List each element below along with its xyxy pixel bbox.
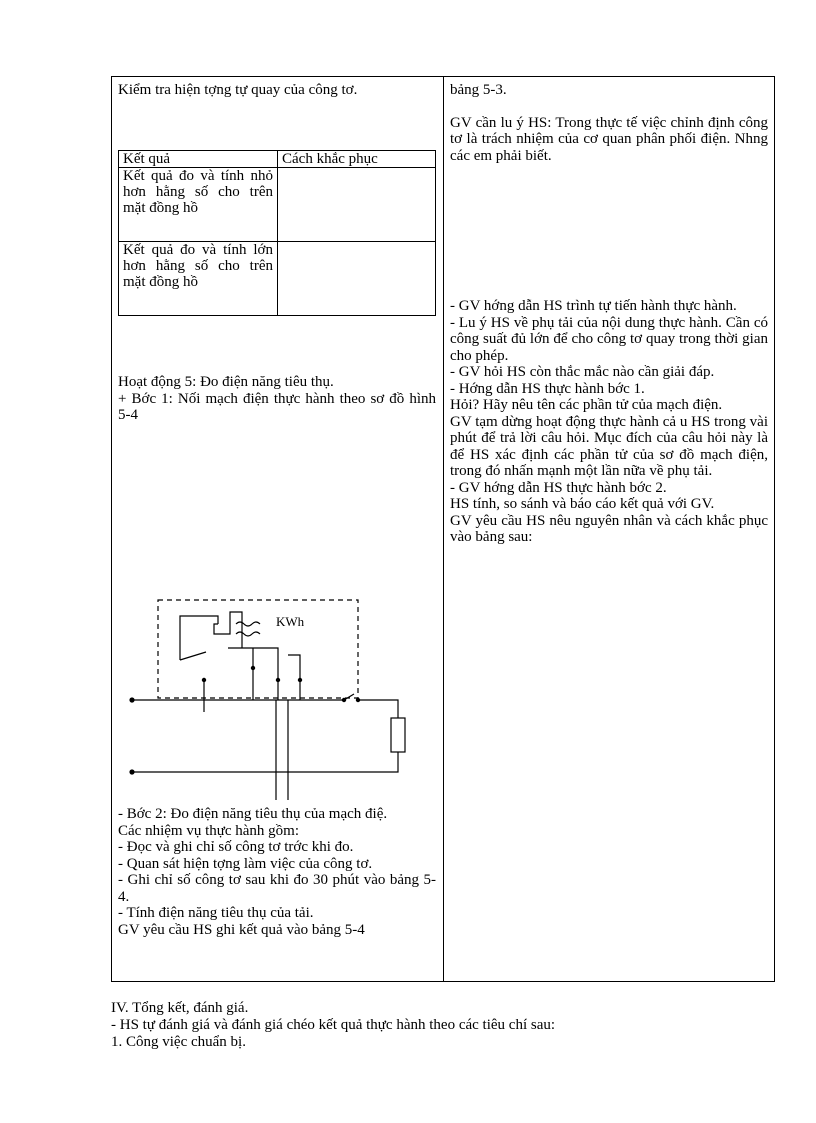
paragraph: GV cần lu ý HS: Trong thực tế việc chỉnh định công tơ là trách nhiệm của cơ quan phân phối điện. Nhng các em phải biết.	[450, 114, 768, 164]
coil-icon	[236, 632, 260, 636]
meter-wire	[180, 652, 206, 660]
line-phase	[358, 700, 398, 718]
paragraph: GV tạm dừng hoạt động thực hành cả u HS trong vài phút để trả lời câu hỏi. Mục đích của câu hỏi này là để HS xác định các phần tử của sơ đồ mạch điện, trong đó nhấn mạnh một lần nữa về phụ tải.	[450, 413, 768, 479]
column-divider	[443, 76, 444, 982]
table-cell: Kết quả đo và tính nhỏ hơn hằng số cho trên mặt đồng hồ	[119, 168, 278, 242]
step-2: - Bớc 2: Đo điện năng tiêu thụ của mạch điệ.	[118, 806, 388, 822]
step-2-block	[118, 806, 436, 938]
task-item: - Tính điện năng tiêu thụ của tải.	[118, 905, 314, 921]
activity-title: Hoạt động 5: Đo điện năng tiêu thụ.	[118, 374, 334, 390]
coil-icon	[236, 622, 260, 626]
task-item: - Quan sát hiện tợng làm việc của công tơ.	[118, 855, 373, 872]
table-cell	[278, 168, 436, 242]
load-resistor-icon	[391, 718, 405, 752]
meter-label: KWh	[276, 614, 305, 629]
meter-wire	[180, 616, 218, 660]
paragraph: - GV hớng dẫn HS trình tự tiến hành thực hành.	[450, 298, 737, 314]
result-table	[118, 150, 436, 316]
summary-line: - HS tự đánh giá và đánh giá chéo kết quả thực hành theo các tiêu chí sau:	[111, 1017, 556, 1033]
paragraph: - GV hớng dẫn HS thực hành bớc 2.	[450, 479, 667, 496]
table-row	[119, 242, 436, 316]
table-header-cell: Cách khắc phục	[278, 151, 436, 168]
task-item: GV yêu cầu HS ghi kết quả vào bảng 5-4	[118, 921, 365, 938]
paragraph: - Hớng dẫn HS thực hành bớc 1.	[450, 380, 645, 397]
paragraph: Hỏi? Hãy nêu tên các phần tử của mạch điện.	[450, 397, 723, 413]
table-cell	[278, 242, 436, 316]
summary-line: 1. Công việc chuẩn bị.	[111, 1034, 246, 1050]
activity-block	[118, 374, 436, 424]
summary-section	[111, 1000, 775, 1051]
paragraph: - Lu ý HS về phụ tải của nội dung thực hành. Cần có công suất đủ lớn để cho công tơ quay trong thời gian cho phép.	[450, 314, 768, 364]
right-block-2	[450, 298, 768, 546]
table-row	[119, 168, 436, 242]
meter-enclosure	[158, 600, 358, 698]
right-block-1	[450, 82, 768, 164]
task-item: - Đọc và ghi chỉ số công tơ trớc khi đo.	[118, 839, 354, 855]
tasks-title: Các nhiệm vụ thực hành gồm:	[118, 822, 300, 839]
paragraph: bảng 5-3.	[450, 82, 507, 98]
task-item: - Ghi chỉ số công tơ sau khi đo 30 phút vào bảng 5-4.	[118, 872, 436, 905]
paragraph: HS tính, so sánh và báo cáo kết quả với GV.	[450, 496, 715, 512]
paragraph: GV yêu cầu HS nêu nguyên nhân và cách khắc phục vào bảng sau:	[450, 512, 768, 545]
line-neutral	[132, 752, 398, 772]
step-1: + Bớc 1: Nối mạch điện thực hành theo sơ đồ hình 5-4	[118, 390, 436, 423]
table-cell: Kết quả đo và tính lớn hơn hằng số cho trên mặt đồng hồ	[119, 242, 278, 316]
paragraph: - GV hỏi HS còn thắc mắc nào cần giải đáp.	[450, 364, 715, 380]
table-header-cell: Kết quả	[119, 151, 278, 168]
table-row	[119, 151, 436, 168]
meter-wire	[288, 655, 300, 700]
check-title: Kiểm tra hiện tợng tự quay của công tơ.	[118, 82, 358, 98]
circuit-diagram	[118, 590, 436, 800]
section-heading: IV. Tổng kết, đánh giá.	[111, 1000, 249, 1016]
